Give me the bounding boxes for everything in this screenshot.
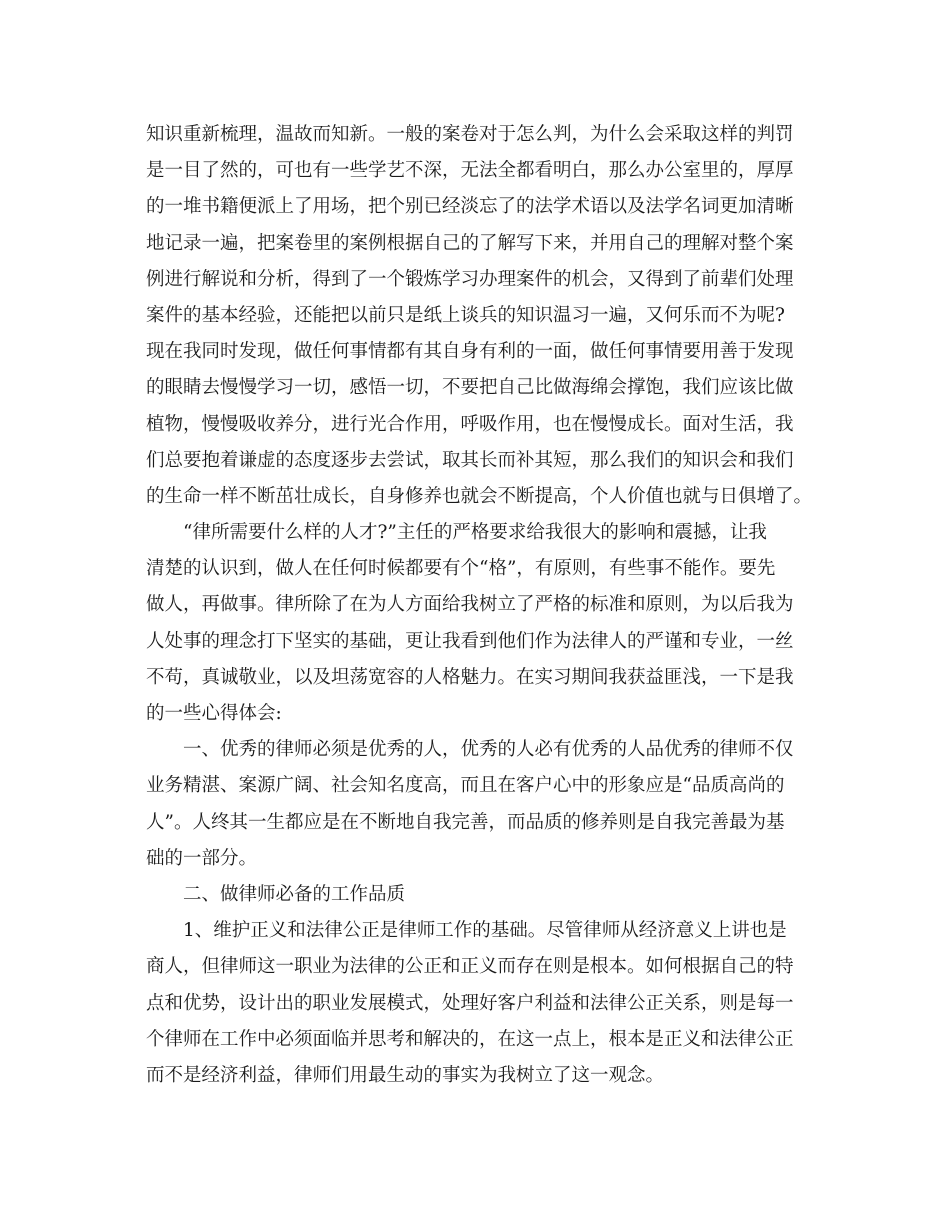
text-line: 的眼睛去慢慢学习一切，感悟一切，不要把自己比做海绵会撑饱，我们应该比做 — [146, 377, 794, 399]
section-heading: 二、做律师必备的工作品质 — [183, 883, 406, 905]
text-line: 现在我同时发现，做任何事情都有其自身有利的一面，做任何事情要用善于发现 — [146, 341, 794, 363]
text-line: 例进行解说和分析，得到了一个锻炼学习办理案件的机会，又得到了前辈们处理 — [146, 268, 794, 290]
text-line: 们总要抱着谦虚的态度逐步去尝试，取其长而补其短，那么我们的知识会和我们 — [146, 449, 794, 471]
text-line: 知识重新梳理，温故而知新。一般的案卷对于怎么判，为什么会采取这样的判罚 — [146, 124, 794, 145]
text-line: 案件的基本经验，还能把以前只是纸上谈兵的知识温习一遍，又何乐而不为呢? — [146, 304, 785, 326]
text-line: 个律师在工作中必须面临并思考和解决的，在这一点上，根本是正义和法律公正 — [146, 1028, 794, 1050]
text-line: 地记录一遍，把案卷里的案例根据自己的了解写下来，并用自己的理解对整个案 — [146, 232, 794, 254]
text-line: 点和优势，设计出的职业发展模式，处理好客户利益和法律公正关系，则是每一 — [146, 992, 794, 1014]
text-line: 的一些心得体会: — [146, 703, 282, 724]
text-line: 而不是经济利益，律师们用最生动的事实为我树立了这一观念。 — [146, 1064, 665, 1086]
paragraph-first-line: 1、维护正义和法律公正是律师工作的基础。尽管律师从经济意义上讲也是 — [183, 920, 787, 942]
text-line: 清楚的认识到，做人在任何时候都要有个“格”，有原则，有些事不能作。要先 — [146, 558, 776, 580]
text-line: 础的一部分。 — [146, 847, 258, 869]
text-line: 的生命一样不断茁壮成长，自身修养也就会不断提高，个人价值也就与日俱增了。 — [146, 485, 813, 507]
text-line: 人处事的理念打下坚实的基础，更让我看到他们作为法律人的严谨和专业，一丝 — [146, 630, 794, 652]
paragraph-first-line: “律所需要什么样的人才?”主任的严格要求给我很大的影响和震撼，让我 — [183, 522, 767, 544]
paragraph-first-line: 一、优秀的律师必须是优秀的人，优秀的人必有优秀的人品优秀的律师不仅 — [183, 739, 794, 761]
text-line: 人”。人终其一生都应是在不断地自我完善，而品质的修养则是自我完善最为基 — [146, 811, 785, 833]
text-line: 的一堆书籍便派上了用场，把个别已经淡忘了的法学术语以及法学名词更加清晰 — [146, 196, 794, 218]
document-body — [146, 117, 813, 1094]
text-line: 不苟，真诚敬业，以及坦荡宽容的人格魅力。在实习期间我获益匪浅，一下是我 — [146, 666, 794, 688]
text-line: 植物，慢慢吸收养分，进行光合作用，呼吸作用，也在慢慢成长。面对生活，我 — [146, 413, 794, 435]
text-line: 商人，但律师这一职业为法律的公正和正义而存在则是根本。如何根据自己的特 — [146, 956, 794, 978]
text-line: 业务精湛、案源广阔、社会知名度高，而且在客户心中的形象应是“品质高尚的 — [146, 775, 785, 797]
text-line: 做人，再做事。律所除了在为人方面给我树立了严格的标准和原则，为以后我为 — [146, 594, 794, 616]
text-line: 是一目了然的，可也有一些学艺不深，无法全都看明白，那么办公室里的，厚厚 — [146, 160, 794, 182]
